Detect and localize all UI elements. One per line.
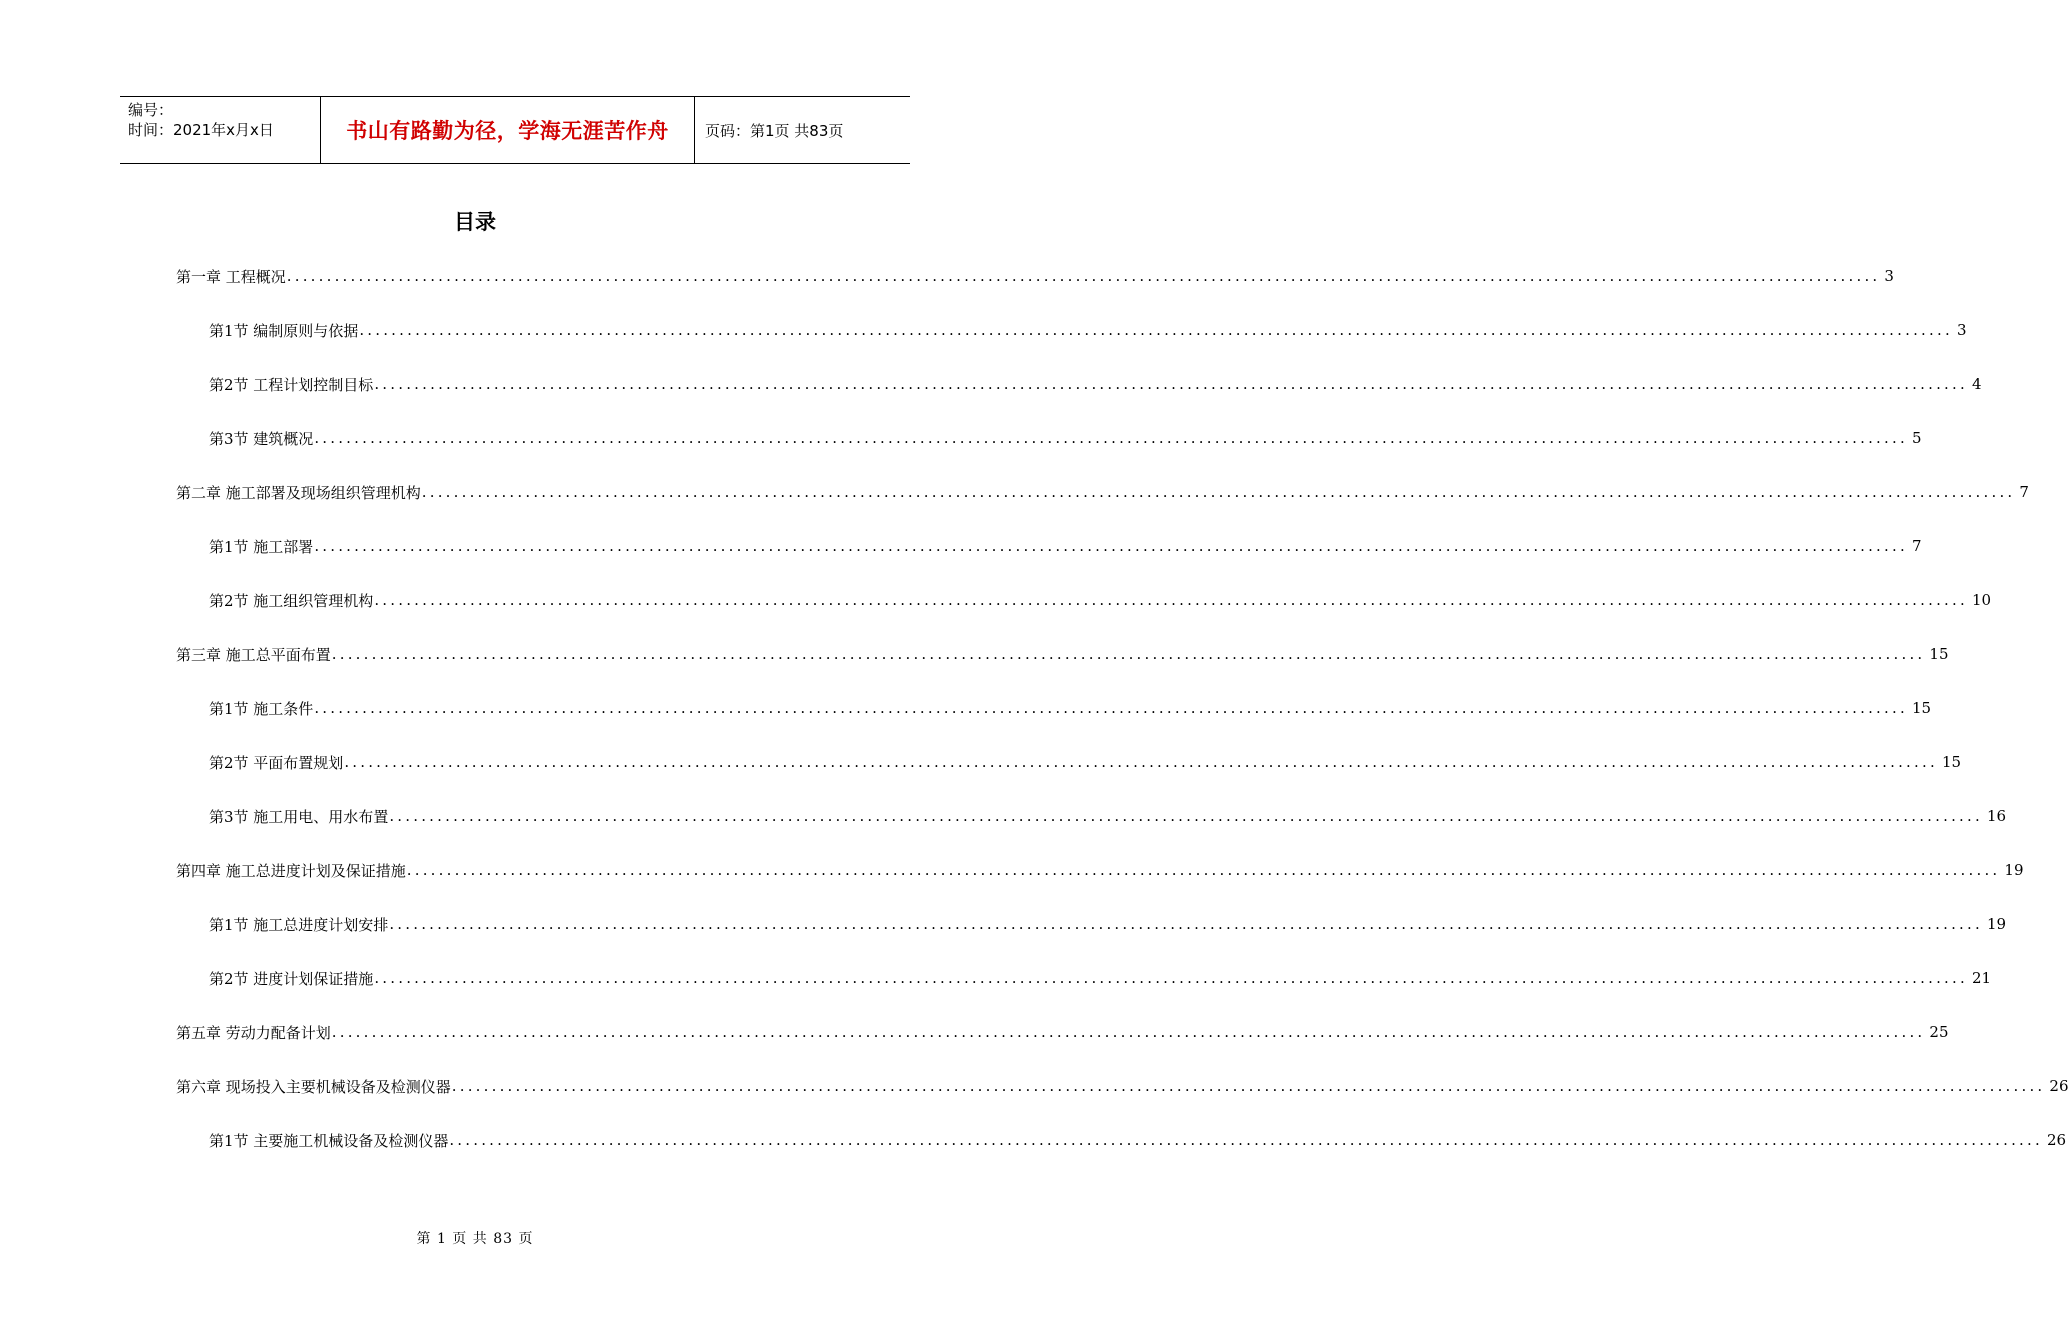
toc-entry-label: 第2节 工程计划控制目标 [209, 375, 374, 394]
toc-entry-page-number: 19 [2004, 861, 2024, 879]
toc-dot-leader: ........................................................................................................................................................................................................ [331, 645, 1926, 663]
toc-entry-label: 第1节 施工部署 [209, 537, 314, 556]
toc-entry-page-number: 21 [1971, 969, 1992, 987]
toc-entry-label: 第1节 施工总进度计划安排 [209, 915, 389, 934]
toc-entry-page-number: 7 [1911, 537, 1922, 555]
toc-dot-leader: ........................................................................................................................................................................................................ [314, 699, 1908, 717]
document-number-label: 编号： [128, 101, 174, 119]
toc-entry-label: 第3节 施工用电、用水布置 [209, 807, 389, 826]
toc-entry-page-number: 15 [1911, 699, 1932, 717]
toc-dot-leader: ........................................................................................................................................................................................................ [449, 1131, 2043, 1149]
toc-title: 目录 [454, 210, 496, 234]
toc-dot-leader: ........................................................................................................................................................................................................ [451, 1077, 2046, 1095]
toc-entry[interactable] [209, 748, 1962, 776]
toc-entry-page-number: 15 [1929, 645, 1949, 663]
toc-entry-page-number: 26 [2049, 1077, 2069, 1095]
toc-dot-leader: ........................................................................................................................................................................................................ [359, 321, 1953, 339]
toc-entry-page-number: 3 [1956, 321, 1967, 339]
toc-dot-leader: ........................................................................................................................................................................................................ [389, 915, 1983, 933]
toc-entry[interactable] [209, 586, 1992, 614]
toc-entry[interactable] [209, 370, 1982, 398]
toc-entry[interactable] [209, 964, 1992, 992]
toc-dot-leader: ........................................................................................................................................................................................................ [286, 267, 1881, 285]
toc-entry-label: 第1节 编制原则与依据 [209, 321, 359, 340]
toc-entry[interactable] [176, 262, 1894, 290]
toc-entry-label: 第一章 工程概况 [176, 267, 286, 286]
toc-dot-leader: ........................................................................................................................................................................................................ [374, 591, 1968, 609]
toc-entry-page-number: 4 [1971, 375, 1982, 393]
toc-entry-page-number: 5 [1911, 429, 1922, 447]
toc-entry-page-number: 7 [2019, 483, 2029, 501]
toc-entry[interactable] [209, 532, 1922, 560]
toc-dot-leader: ........................................................................................................................................................................................................ [406, 861, 2001, 879]
document-time-label: 时间：2021年x月x日 [128, 121, 274, 139]
toc-entry-page-number: 10 [1971, 591, 1992, 609]
toc-dot-leader: ........................................................................................................................................................................................................ [314, 429, 1908, 447]
toc-dot-leader: ........................................................................................................................................................................................................ [331, 1023, 1926, 1041]
toc-entry-label: 第六章 现场投入主要机械设备及检测仪器 [176, 1077, 451, 1096]
toc-entry-page-number: 25 [1929, 1023, 1949, 1041]
header-motto: 书山有路勤为径，学海无涯苦作舟 [321, 97, 695, 163]
toc-entry-page-number: 26 [2046, 1131, 2067, 1149]
toc-entry[interactable] [209, 802, 2007, 830]
toc-entry-page-number: 19 [1986, 915, 2007, 933]
toc-entry-label: 第2节 平面布置规划 [209, 753, 344, 772]
header-page-info: 页码：第1页 共83页 [705, 121, 844, 140]
header-meta [120, 97, 321, 163]
toc-dot-leader: ........................................................................................................................................................................................................ [344, 753, 1938, 771]
toc-entry-page-number: 3 [1884, 267, 1894, 285]
toc-dot-leader: ........................................................................................................................................................................................................ [421, 483, 2016, 501]
toc-entry[interactable] [209, 694, 1932, 722]
toc-entry[interactable] [176, 856, 2024, 884]
toc-entry-page-number: 15 [1941, 753, 1962, 771]
page-header [120, 96, 910, 164]
toc-entry-page-number: 16 [1986, 807, 2007, 825]
toc-dot-leader: ........................................................................................................................................................................................................ [374, 969, 1968, 987]
toc-entry[interactable] [176, 1072, 2069, 1100]
toc-entry[interactable] [209, 910, 2007, 938]
toc-entry-label: 第1节 施工条件 [209, 699, 314, 718]
toc-entry[interactable] [176, 640, 1949, 668]
toc-entry[interactable] [209, 424, 1922, 452]
toc-entry[interactable] [209, 1126, 2067, 1154]
toc-entry-label: 第三章 施工总平面布置 [176, 645, 331, 664]
toc-entry[interactable] [176, 478, 2029, 506]
toc-entry-label: 第五章 劳动力配备计划 [176, 1023, 331, 1042]
toc-entry-label: 第2节 进度计划保证措施 [209, 969, 374, 988]
toc-entry[interactable] [176, 1018, 1949, 1046]
toc-entry-label: 第二章 施工部署及现场组织管理机构 [176, 483, 421, 502]
toc-dot-leader: ........................................................................................................................................................................................................ [314, 537, 1908, 555]
toc-entry[interactable] [209, 316, 1967, 344]
page-footer: 第 1 页 共 83 页 [416, 1231, 534, 1247]
toc-dot-leader: ........................................................................................................................................................................................................ [389, 807, 1983, 825]
toc-entry-label: 第1节 主要施工机械设备及检测仪器 [209, 1131, 449, 1150]
toc-entry-label: 第3节 建筑概况 [209, 429, 314, 448]
toc-entry-label: 第2节 施工组织管理机构 [209, 591, 374, 610]
toc-dot-leader: ........................................................................................................................................................................................................ [374, 375, 1968, 393]
toc-entry-label: 第四章 施工总进度计划及保证措施 [176, 861, 406, 880]
